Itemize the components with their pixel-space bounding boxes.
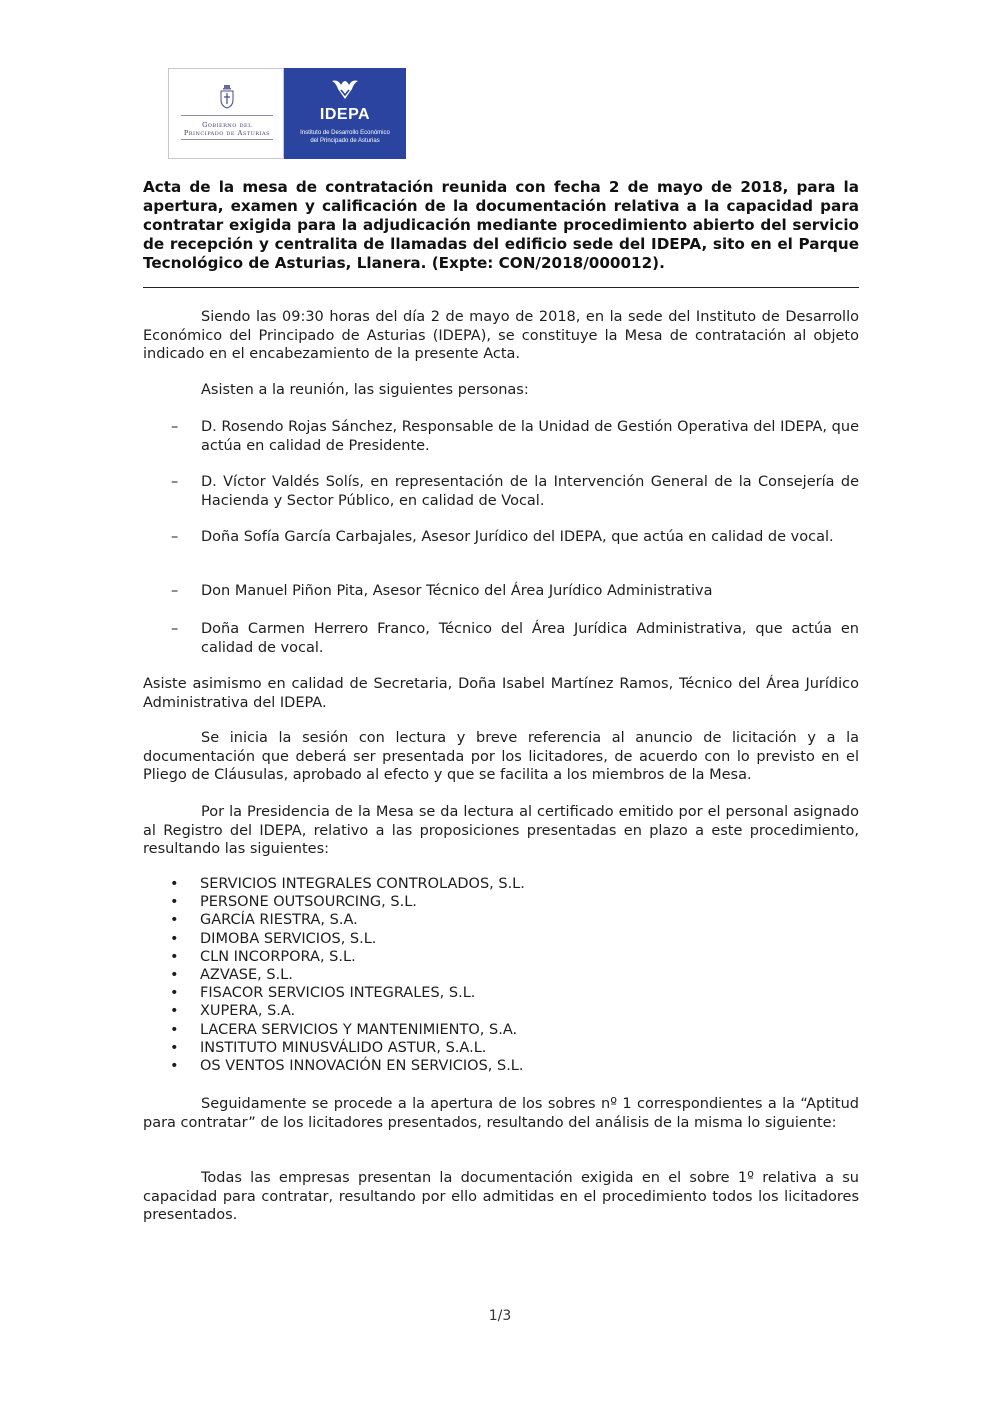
list-item: • OS VENTOS INNOVACIÓN EN SERVICIOS, S.L.	[143, 1057, 859, 1075]
bidder-name: LACERA SERVICIOS Y MANTENIMIENTO, S.A.	[200, 1021, 518, 1038]
idepa-subtitle	[288, 130, 402, 145]
bidder-name: CLN INCORPORA, S.L.	[200, 948, 356, 965]
attendees-heading: Asisten a la reunión, las siguientes personas:	[201, 382, 529, 398]
attendee-text: D. Víctor Valdés Solís, en representación de la Intervención General de la Consejería de Hacienda y Sector Público, en calidad de Vocal.	[201, 474, 859, 509]
list-item: • PERSONE OUTSOURCING, S.L.	[143, 893, 859, 911]
bidder-name: OS VENTOS INNOVACIÓN EN SERVICIOS, S.L.	[200, 1058, 524, 1075]
attendee-text: D. Rosendo Rojas Sánchez, Responsable de la Unidad de Gestión Operativa del IDEPA, que actúa en calidad de Presidente.	[201, 419, 859, 454]
attendee-text: Doña Carmen Herrero Franco, Técnico del Área Jurídica Administrativa, que actúa en calidad de vocal.	[201, 621, 859, 656]
asturias-crest-icon	[219, 85, 235, 109]
session-start-paragraph: Se inicia la sesión con lectura y breve referencia al anuncio de licitación y a la documentación que deberá ser presentada por los licitadores, de acuerdo con lo previsto en el Pliego de Cláusulas, aprobado al efecto y que se facilita a los miembros de la Mesa.	[143, 730, 859, 783]
bidder-name: GARCÍA RIESTRA, S.A.	[200, 912, 358, 929]
title-divider	[143, 287, 859, 288]
bidder-name: INSTITUTO MINUSVÁLIDO ASTUR, S.A.L.	[200, 1039, 487, 1056]
bidder-name: XUPERA, S.A.	[200, 1003, 296, 1020]
attendee-text: Don Manuel Piñon Pita, Asesor Técnico del Área Jurídico Administrativa	[201, 583, 713, 599]
header-logos	[168, 68, 406, 159]
opening-paragraph: Seguidamente se procede a la apertura de los sobres nº 1 correspondientes a la “Aptitud para contratar” de los licitadores presentados, resultando del análisis de la misma lo siguiente:	[143, 1096, 859, 1131]
idepa-logo	[284, 68, 406, 159]
dash-marker: –	[171, 419, 179, 435]
bidder-name: SERVICIOS INTEGRALES CONTROLADOS, S.L.	[200, 876, 525, 892]
list-item: • GARCÍA RIESTRA, S.A.	[143, 911, 859, 929]
list-item: • AZVASE, S.L.	[143, 966, 859, 984]
list-item: • FISACOR SERVICIOS INTEGRALES, S.L.	[143, 984, 859, 1002]
asturias-government-logo	[168, 68, 284, 159]
page-number: 1/3	[488, 1308, 512, 1324]
presidency-paragraph: Por la Presidencia de la Mesa se da lectura al certificado emitido por el personal asignado al Registro del IDEPA, relativo a las proposiciones presentadas en plazo a este procedimiento, resultando las siguientes:	[143, 804, 859, 857]
list-item: • DIMOBA SERVICIOS, S.L.	[143, 930, 859, 948]
bidder-name: PERSONE OUTSOURCING, S.L.	[200, 894, 417, 911]
bidders-list	[143, 875, 859, 1075]
dash-marker: –	[171, 621, 179, 637]
list-item: • SERVICIOS INTEGRALES CONTROLADOS, S.L.	[143, 875, 859, 893]
dash-marker: –	[171, 474, 179, 490]
attendee-item	[143, 582, 859, 601]
conclusion-paragraph: Todas las empresas presentan la documentación exigida en el sobre 1º relativa a su capacidad para contratar, resultando por ello admitidas en el procedimiento todos los licitadores presentados.	[143, 1170, 859, 1223]
document-title: Acta de la mesa de contratación reunida con fecha 2 de mayo de 2018, para la apertura, examen y calificación de la documentación relativa a la capacidad para contratar exigida para la adjudicación mediante procedimiento abierto del servicio de recepción y centralita de llamadas del edificio sede del IDEPA, sito en el Parque Tecnológico de Asturias, Llanera. (Expte: CON/2018/000012).	[143, 178, 859, 272]
attendee-item	[143, 620, 859, 657]
secretary-paragraph: Asiste asimismo en calidad de Secretaria, Doña Isabel Martínez Ramos, Técnico del Área Jurídico Administrativa del IDEPA.	[143, 676, 859, 711]
list-item: • INSTITUTO MINUSVÁLIDO ASTUR, S.A.L.	[143, 1039, 859, 1057]
gov-line2: Principado de Asturias	[183, 129, 271, 137]
idepa-symbol-icon	[331, 78, 359, 102]
gov-line1: Gobierno del	[202, 121, 252, 129]
attendee-item	[143, 528, 859, 547]
idepa-subtitle-line1: Instituto de Desarrollo Económico	[300, 130, 390, 136]
list-item: • LACERA SERVICIOS Y MANTENIMIENTO, S.A.	[143, 1021, 859, 1039]
attendee-text: Doña Sofía García Carbajales, Asesor Jurídico del IDEPA, que actúa en calidad de vocal.	[201, 529, 834, 545]
bidder-name: FISACOR SERVICIOS INTEGRALES, S.L.	[200, 985, 476, 1002]
bidder-name: DIMOBA SERVICIOS, S.L.	[200, 930, 377, 947]
attendee-item	[143, 473, 859, 510]
dash-marker: –	[171, 583, 179, 599]
dash-marker: –	[171, 529, 179, 545]
bidder-name: AZVASE, S.L.	[200, 967, 293, 984]
list-item: • CLN INCORPORA, S.L.	[143, 948, 859, 966]
idepa-subtitle-line2: del Principado de Asturias	[310, 137, 380, 144]
idepa-name: IDEPA	[319, 106, 371, 123]
intro-paragraph: Siendo las 09:30 horas del día 2 de mayo de 2018, en la sede del Instituto de Desarrollo Económico del Principado de Asturias (IDEPA), se constituye la Mesa de contratación al objeto indicado en el encabezamiento de la presente Acta.	[143, 309, 859, 362]
list-item: • XUPERA, S.A.	[143, 1002, 859, 1020]
attendee-item	[143, 418, 859, 455]
